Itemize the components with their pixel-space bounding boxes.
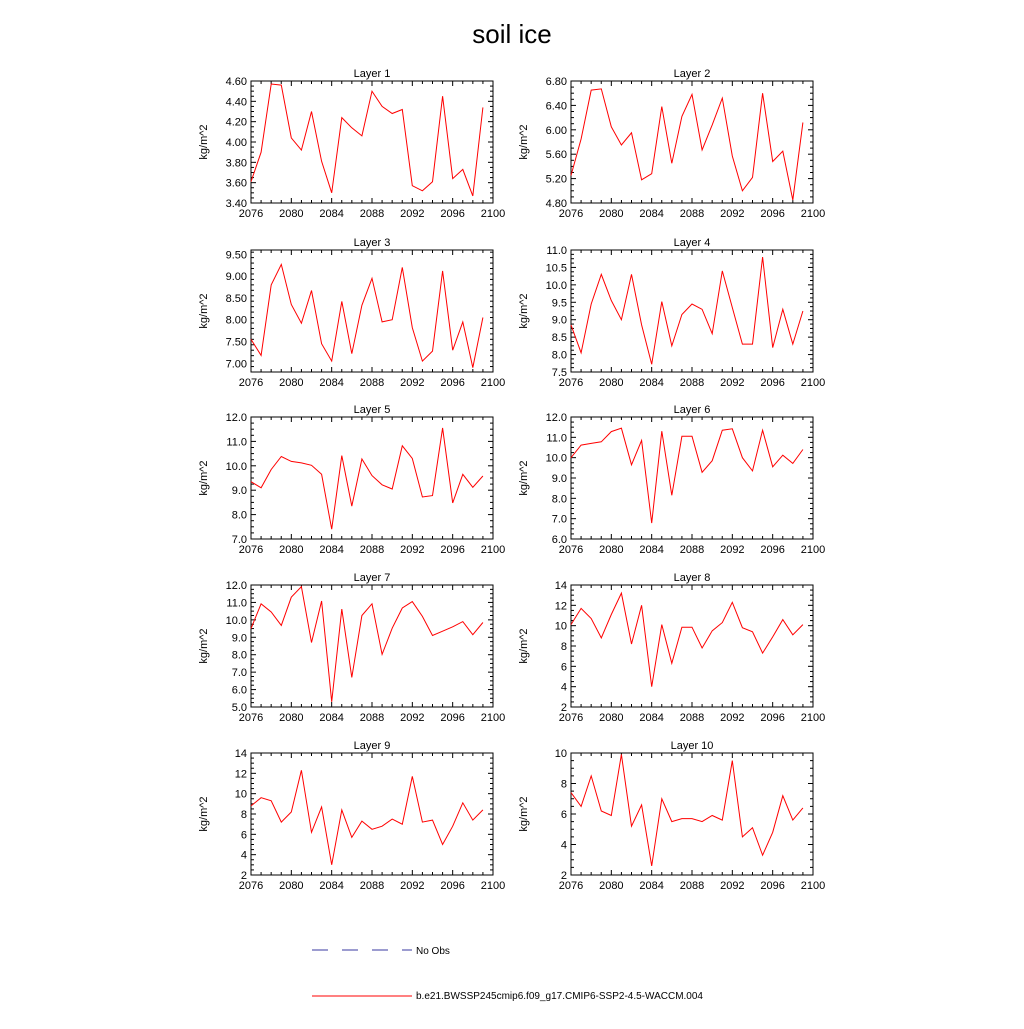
y-tick-label: 10.5 <box>545 262 567 275</box>
y-tick-label: 4.20 <box>225 116 247 129</box>
y-tick-label: 9.0 <box>231 485 247 498</box>
y-tick-label: 9.50 <box>225 249 247 262</box>
x-tick-label: 2076 <box>558 712 584 724</box>
y-tick-label: 14 <box>554 580 567 592</box>
y-tick-label: 4.40 <box>225 96 247 109</box>
y-tick-label: 12.0 <box>225 412 247 424</box>
y-tick-label: 5.60 <box>545 149 567 162</box>
x-tick-label: 2088 <box>359 377 385 389</box>
plot-frame <box>571 81 813 203</box>
x-tick-label: 2092 <box>720 544 745 556</box>
x-tick-label: 2088 <box>679 712 705 724</box>
x-tick-label: 2084 <box>639 712 664 724</box>
x-tick-label: 2080 <box>599 544 624 556</box>
y-tick-label: 9.0 <box>231 632 247 645</box>
series-line <box>251 770 483 865</box>
y-tick-label: 4.60 <box>225 76 247 88</box>
series-line <box>571 428 803 523</box>
y-tick-label: 2 <box>560 870 567 882</box>
y-axis-label: kg/m^2 <box>198 796 210 832</box>
series-line <box>571 755 803 866</box>
x-tick-label: 2096 <box>760 208 785 220</box>
plot-frame <box>571 250 813 372</box>
x-tick-label: 2092 <box>400 544 425 556</box>
x-tick-label: 2076 <box>238 377 264 389</box>
x-tick-label: 2084 <box>639 208 664 220</box>
y-tick-label: 4.80 <box>545 198 567 210</box>
x-tick-label: 2080 <box>599 712 624 724</box>
x-tick-label: 2092 <box>720 880 745 892</box>
panel-layer-3 <box>198 237 505 389</box>
y-tick-label: 3.80 <box>225 157 247 170</box>
panel-layer-6 <box>518 404 825 556</box>
x-tick-label: 2080 <box>279 544 304 556</box>
panel-layer-7 <box>198 572 505 724</box>
panel-title: Layer 6 <box>673 404 711 416</box>
y-tick-label: 3.40 <box>225 198 247 210</box>
panel-title: Layer 9 <box>353 740 391 752</box>
x-tick-label: 2088 <box>679 208 705 220</box>
y-tick-label: 10.0 <box>225 460 247 473</box>
y-tick-label: 10.0 <box>545 279 567 292</box>
panel-title: Layer 7 <box>353 572 391 584</box>
panel-title: Layer 2 <box>673 68 711 80</box>
y-tick-label: 8.50 <box>225 292 247 305</box>
x-tick-label: 2084 <box>319 712 344 724</box>
y-axis-label: kg/m^2 <box>198 628 210 664</box>
x-tick-label: 2092 <box>400 208 425 220</box>
y-tick-label: 8 <box>560 641 567 653</box>
y-axis-label: kg/m^2 <box>518 460 530 496</box>
panels <box>198 68 825 892</box>
y-tick-label: 8.0 <box>551 493 567 506</box>
x-tick-label: 2088 <box>679 377 705 389</box>
y-tick-label: 12 <box>554 600 567 613</box>
y-tick-label: 10 <box>554 620 567 633</box>
y-tick-label: 10 <box>554 748 567 760</box>
y-tick-label: 8.00 <box>225 314 247 327</box>
panel-title: Layer 3 <box>353 237 391 249</box>
x-tick-label: 2084 <box>319 880 344 892</box>
y-tick-label: 10 <box>234 788 247 801</box>
x-tick-label: 2080 <box>599 880 624 892</box>
y-tick-label: 11.0 <box>546 432 567 445</box>
y-axis-label: kg/m^2 <box>518 293 530 329</box>
x-tick-label: 2096 <box>440 880 465 892</box>
x-tick-label: 2076 <box>238 880 264 892</box>
x-tick-label: 2080 <box>279 712 304 724</box>
y-tick-label: 11.0 <box>226 597 247 610</box>
y-tick-label: 6.80 <box>545 76 567 88</box>
y-tick-label: 6.00 <box>545 124 567 137</box>
x-tick-label: 2092 <box>400 377 425 389</box>
x-tick-label: 2100 <box>480 544 506 556</box>
y-tick-label: 7.00 <box>225 358 247 371</box>
y-tick-label: 12 <box>234 768 247 781</box>
y-tick-label: 8.0 <box>231 509 247 522</box>
y-tick-label: 8 <box>560 778 567 791</box>
y-tick-label: 12.0 <box>545 412 567 424</box>
x-tick-label: 2088 <box>359 208 385 220</box>
panel-layer-1 <box>198 68 505 220</box>
x-tick-label: 2092 <box>400 712 425 724</box>
y-tick-label: 4 <box>240 849 247 862</box>
y-tick-label: 5.0 <box>231 702 247 714</box>
series-line <box>251 264 483 367</box>
plot-frame <box>251 753 493 875</box>
x-tick-label: 2080 <box>599 208 624 220</box>
x-tick-label: 2080 <box>279 880 304 892</box>
x-tick-label: 2096 <box>760 544 785 556</box>
panel-title: Layer 4 <box>673 237 711 249</box>
x-tick-label: 2100 <box>800 208 826 220</box>
y-tick-label: 6 <box>560 661 567 674</box>
x-tick-label: 2084 <box>319 544 344 556</box>
x-tick-label: 2096 <box>760 880 785 892</box>
x-tick-label: 2100 <box>480 208 506 220</box>
series-line <box>571 89 803 200</box>
y-tick-label: 12.0 <box>225 580 247 592</box>
legend-label-no-obs: No Obs <box>416 946 450 957</box>
y-tick-label: 14 <box>234 748 247 760</box>
x-tick-label: 2088 <box>359 712 385 724</box>
series-line <box>251 84 483 196</box>
plot-frame <box>251 81 493 203</box>
y-tick-label: 8.0 <box>231 649 247 662</box>
y-tick-label: 4 <box>560 839 567 852</box>
x-tick-label: 2080 <box>599 377 624 389</box>
x-tick-label: 2100 <box>800 544 826 556</box>
y-tick-label: 11.0 <box>546 245 567 257</box>
y-tick-label: 2 <box>560 702 567 714</box>
x-tick-label: 2088 <box>679 880 705 892</box>
y-tick-label: 9.0 <box>551 473 567 485</box>
x-tick-label: 2076 <box>558 377 584 389</box>
x-tick-label: 2076 <box>558 880 584 892</box>
y-axis-label: kg/m^2 <box>198 293 210 329</box>
x-tick-label: 2076 <box>238 208 264 220</box>
panel-title: Layer 1 <box>353 68 391 80</box>
x-tick-label: 2096 <box>440 712 465 724</box>
x-tick-label: 2076 <box>238 544 264 556</box>
y-tick-label: 6 <box>560 809 567 821</box>
x-tick-label: 2100 <box>480 880 506 892</box>
plot-frame <box>251 250 493 372</box>
y-tick-label: 8.0 <box>551 349 567 362</box>
panel-layer-10 <box>518 740 825 892</box>
y-axis-label: kg/m^2 <box>198 124 210 160</box>
panel-layer-9 <box>198 740 505 892</box>
y-tick-label: 7.0 <box>231 534 247 546</box>
y-axis-label: kg/m^2 <box>198 460 210 496</box>
y-axis-label: kg/m^2 <box>518 796 530 832</box>
x-tick-label: 2088 <box>679 544 705 556</box>
series-line <box>251 428 483 529</box>
x-tick-label: 2096 <box>440 544 465 556</box>
series-line <box>571 257 803 364</box>
x-tick-label: 2092 <box>720 712 745 724</box>
y-tick-label: 6.0 <box>551 534 567 546</box>
x-tick-label: 2100 <box>480 377 506 389</box>
panel-layer-4 <box>518 237 825 389</box>
x-tick-label: 2100 <box>480 712 506 724</box>
x-tick-label: 2096 <box>760 377 785 389</box>
x-tick-label: 2084 <box>639 880 664 892</box>
panel-layer-8 <box>518 572 825 724</box>
x-tick-label: 2084 <box>639 377 664 389</box>
x-tick-label: 2080 <box>279 377 304 389</box>
y-tick-label: 8 <box>240 809 247 821</box>
series-line <box>251 587 483 702</box>
y-tick-label: 6.0 <box>231 684 247 697</box>
x-tick-label: 2076 <box>238 712 264 724</box>
y-tick-label: 2 <box>240 870 247 882</box>
x-tick-label: 2080 <box>279 208 304 220</box>
y-tick-label: 8.5 <box>551 332 567 345</box>
x-tick-label: 2092 <box>720 208 745 220</box>
series-line <box>571 593 803 687</box>
y-tick-label: 5.20 <box>545 173 567 186</box>
panel-title: Layer 8 <box>673 572 711 584</box>
x-tick-label: 2096 <box>440 377 465 389</box>
legend <box>312 946 703 1002</box>
x-tick-label: 2100 <box>800 880 826 892</box>
y-tick-label: 6 <box>240 829 247 842</box>
panel-layer-2 <box>518 68 825 220</box>
panel-title: Layer 5 <box>353 404 391 416</box>
x-tick-label: 2088 <box>359 544 385 556</box>
y-tick-label: 7.0 <box>231 667 247 680</box>
x-tick-label: 2100 <box>800 377 826 389</box>
y-axis-label: kg/m^2 <box>518 628 530 664</box>
y-tick-label: 10.0 <box>225 614 247 627</box>
x-tick-label: 2084 <box>319 208 344 220</box>
y-tick-label: 7.0 <box>551 513 567 526</box>
x-tick-label: 2092 <box>720 377 745 389</box>
plot-frame <box>251 417 493 539</box>
legend-label-model: b.e21.BWSSP245cmip6.f09_g17.CMIP6-SSP2-4.5-WACCM.004 <box>416 991 703 1002</box>
x-tick-label: 2076 <box>558 208 584 220</box>
x-tick-label: 2096 <box>440 208 465 220</box>
y-tick-label: 10.0 <box>545 452 567 465</box>
y-tick-label: 4.00 <box>225 137 247 149</box>
panel-layer-5 <box>198 404 505 556</box>
y-tick-label: 9.00 <box>225 271 247 284</box>
y-axis-label: kg/m^2 <box>518 124 530 160</box>
x-tick-label: 2088 <box>359 880 385 892</box>
y-tick-label: 9.0 <box>551 314 567 327</box>
plot-frame <box>571 585 813 707</box>
x-tick-label: 2096 <box>760 712 785 724</box>
y-tick-label: 11.0 <box>226 436 247 449</box>
y-tick-label: 7.5 <box>551 367 567 379</box>
panel-title: Layer 10 <box>670 740 714 752</box>
x-tick-label: 2084 <box>319 377 344 389</box>
y-tick-label: 9.5 <box>551 297 567 310</box>
y-tick-label: 7.50 <box>225 336 247 349</box>
y-tick-label: 6.40 <box>545 100 567 113</box>
y-tick-label: 3.60 <box>225 177 247 190</box>
x-tick-label: 2092 <box>400 880 425 892</box>
x-tick-label: 2076 <box>558 544 584 556</box>
y-tick-label: 4 <box>560 681 567 694</box>
x-tick-label: 2100 <box>800 712 826 724</box>
x-tick-label: 2084 <box>639 544 664 556</box>
figure-title: soil ice <box>472 19 552 49</box>
